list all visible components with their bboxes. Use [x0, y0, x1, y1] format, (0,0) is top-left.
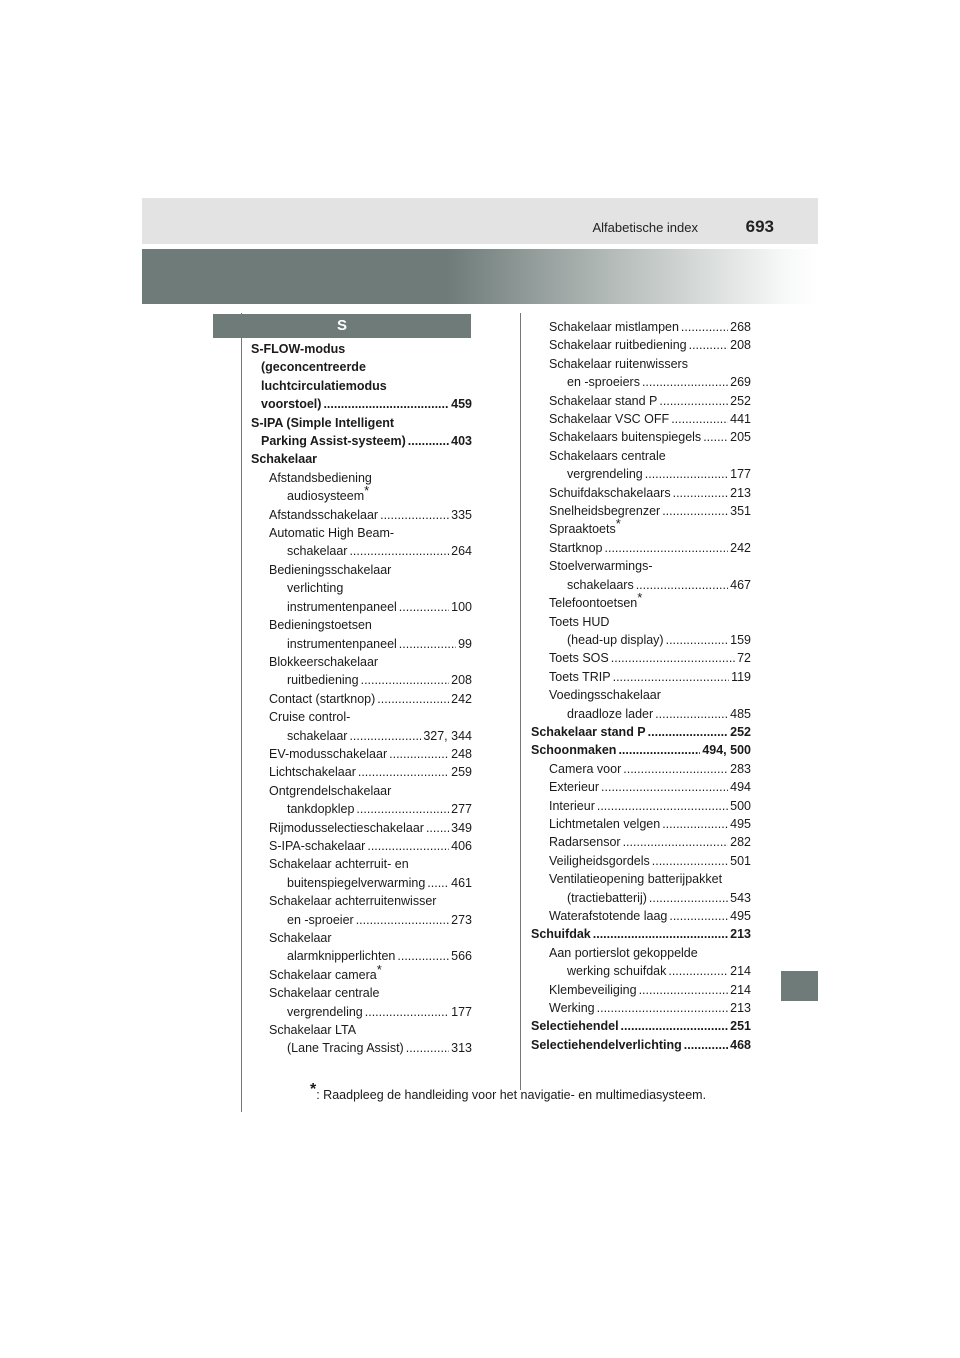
entry-term: Automatic High Beam- [269, 526, 395, 541]
index-entry [531, 797, 751, 815]
dot-leader [605, 539, 729, 557]
dot-leader [399, 598, 449, 616]
entry-page: 501 [730, 853, 751, 868]
entry-page: 213 [730, 485, 751, 500]
entry-page: 251 [730, 1019, 751, 1034]
index-entry [251, 929, 472, 947]
dot-leader [684, 1036, 728, 1054]
entry-term: Schakelaar [251, 452, 318, 467]
entry-term: Snelheidsbegrenzer [549, 504, 661, 519]
entry-term: voorstoel) [261, 397, 322, 412]
dot-leader [673, 484, 729, 502]
entry-page: 99 [458, 636, 472, 651]
entry-page: 349 [451, 820, 472, 835]
index-entry [531, 539, 751, 557]
index-entry [531, 465, 751, 483]
index-entry [531, 557, 751, 575]
index-entry [531, 705, 751, 723]
entry-term: Schoonmaken [531, 743, 617, 758]
entry-page: 100 [451, 599, 472, 614]
entry-term: (head-up display) [567, 632, 664, 647]
dot-leader [636, 576, 728, 594]
entry-term: Schakelaar achterruitenwisser [269, 894, 437, 909]
entry-term: alarmknipperlichten [287, 949, 396, 964]
index-entry [251, 616, 472, 634]
column-divider [520, 313, 521, 1090]
index-entry [531, 1036, 751, 1054]
entry-term: Ontgrendelschakelaar [269, 783, 392, 798]
entry-term: Rijmodusselectieschakelaar [269, 820, 424, 835]
entry-term: Schakelaar ruitbediening [549, 338, 687, 353]
entry-term: Parking Assist-systeem) [261, 434, 406, 449]
index-entry [531, 373, 751, 391]
footnote-text: : Raadpleeg de handleiding voor het navigatie- en multimediasysteem. [316, 1088, 707, 1102]
entry-term: draadloze lader [567, 706, 654, 721]
footnote-star: * [637, 589, 643, 605]
dot-leader [662, 502, 728, 520]
index-entry [531, 410, 751, 428]
header-gradient-band [142, 249, 818, 304]
entry-term: instrumentenpaneel [287, 636, 397, 651]
entry-page: 467 [730, 577, 751, 592]
entry-term: Afstandsschakelaar [269, 507, 379, 522]
index-entry [531, 833, 751, 851]
entry-term: Schakelaar [269, 931, 332, 945]
dot-leader [427, 874, 449, 892]
index-entry [531, 318, 751, 336]
dot-leader [349, 542, 449, 560]
index-entry [251, 690, 472, 708]
dot-leader [358, 763, 449, 781]
dot-leader [639, 981, 729, 999]
index-entry [531, 962, 751, 980]
entry-page: 264 [451, 544, 472, 559]
entry-term: Bedieningsschakelaar [269, 562, 392, 577]
footnote-star: * [376, 961, 382, 977]
index-entry [531, 428, 751, 446]
index-entry [531, 889, 751, 907]
index-entry [251, 432, 472, 450]
entry-term: Schakelaar stand P [549, 393, 658, 408]
entry-term: Camera voor [549, 761, 622, 776]
dot-leader [703, 428, 728, 446]
dot-leader [389, 745, 449, 763]
index-entry [531, 778, 751, 796]
index-entry [251, 653, 472, 671]
index-entry [251, 635, 472, 653]
entry-page: 283 [730, 761, 751, 776]
dot-leader [356, 800, 449, 818]
entry-page: 259 [451, 765, 472, 780]
entry-term: schakelaar [287, 544, 348, 559]
entry-term: Aan portierslot gekoppelde [549, 945, 698, 960]
entry-page: 252 [730, 393, 751, 408]
dot-leader [649, 889, 728, 907]
index-entry [251, 984, 472, 1002]
dot-leader [406, 1039, 449, 1057]
dot-leader [613, 668, 729, 686]
dot-leader [408, 432, 449, 450]
dot-leader [645, 465, 728, 483]
entry-term: Radarsensor [549, 835, 621, 850]
entry-term: Schakelaars centrale [549, 448, 666, 463]
index-entry [531, 760, 751, 778]
entry-page: 213 [730, 1001, 751, 1016]
entry-term: Spraaktoets [549, 522, 616, 537]
index-entry [531, 925, 751, 943]
index-entry [251, 1039, 472, 1057]
entry-term: Schakelaar achterruit- en [269, 857, 409, 872]
entry-term: Toets SOS [549, 651, 609, 666]
entry-term: S-IPA-schakelaar [269, 838, 366, 853]
index-entry [251, 579, 472, 597]
entry-term: Schakelaar VSC OFF [549, 412, 670, 427]
entry-term: Veiligheidsgordels [549, 853, 650, 868]
entry-term: buitenspiegelverwarming [287, 875, 426, 890]
index-entry [251, 837, 472, 855]
index-entry [251, 947, 472, 965]
index-entry [531, 723, 751, 741]
index-entry [251, 892, 472, 910]
entry-page: 269 [730, 375, 751, 390]
entry-term: Schakelaar mistlampen [549, 320, 679, 334]
index-entry [531, 999, 751, 1017]
index-entry [251, 727, 472, 745]
dot-leader [349, 727, 421, 745]
entry-term: S-IPA (Simple Intelligent [251, 415, 395, 430]
dot-leader [648, 723, 728, 741]
index-entry [531, 447, 751, 465]
entry-term: vergrendeling [287, 1004, 363, 1019]
entry-term: (Lane Tracing Assist) [287, 1041, 404, 1056]
entry-page: 327, 344 [423, 728, 472, 743]
index-entry [531, 502, 751, 520]
dot-leader [689, 336, 729, 354]
entry-term: Schuifdakschakelaars [549, 485, 671, 500]
dot-leader [323, 395, 449, 413]
entry-page: 406 [451, 838, 472, 853]
dot-leader [681, 318, 728, 336]
index-entry [531, 668, 751, 686]
entry-page: 495 [730, 909, 751, 923]
entry-term: Startknop [549, 540, 603, 555]
dot-leader [642, 373, 728, 391]
dot-leader [623, 833, 729, 851]
index-entry [531, 870, 751, 888]
index-entry [251, 961, 472, 984]
dot-leader [611, 649, 735, 667]
entry-term: S-FLOW-modus [251, 342, 346, 356]
chapter-thumb-tab [781, 971, 818, 1001]
entry-page: 205 [730, 430, 751, 445]
entry-page: 72 [737, 651, 751, 666]
entry-term: Toets HUD [549, 614, 610, 629]
entry-page: 208 [730, 338, 751, 353]
entry-page: 441 [730, 412, 751, 427]
index-entry [251, 469, 472, 487]
footnote [310, 1080, 707, 1102]
index-entry [531, 516, 751, 538]
entry-term: Cruise control- [269, 710, 351, 725]
index-entry [251, 598, 472, 616]
entry-page: 403 [451, 434, 472, 449]
dot-leader [669, 907, 728, 925]
dot-leader [668, 962, 728, 980]
dot-leader [623, 760, 728, 778]
entry-page: 495 [730, 816, 751, 831]
entry-page: 242 [730, 540, 751, 555]
entry-page: 282 [730, 835, 751, 850]
dot-leader [597, 999, 729, 1017]
dot-leader [397, 947, 449, 965]
entry-page: 208 [451, 673, 472, 688]
entry-page: 159 [730, 632, 751, 647]
index-entry [251, 395, 472, 413]
entry-term: Interieur [549, 798, 595, 813]
entry-term: Exterieur [549, 780, 600, 795]
entry-page: 468 [730, 1037, 751, 1052]
index-entry [251, 855, 472, 873]
index-column-left [251, 340, 472, 1058]
entry-term: Waterafstotende laag [549, 909, 668, 923]
entry-page: 119 [731, 669, 751, 684]
entry-term: Blokkeerschakelaar [269, 654, 379, 669]
dot-leader [426, 819, 449, 837]
entry-page: 494 [730, 780, 751, 795]
index-entry [251, 819, 472, 837]
entry-page: 494, 500 [702, 743, 751, 758]
page-header [142, 198, 818, 244]
entry-term: ruitbediening [287, 673, 359, 688]
entry-term: werking schuifdak [567, 964, 667, 979]
entry-term: Telefoontoetsen [549, 596, 638, 611]
index-entry [531, 336, 751, 354]
index-entry [251, 1003, 472, 1021]
letter-heading: S [213, 314, 471, 338]
entry-term: Schuifdak [531, 927, 591, 942]
index-entry [251, 524, 472, 542]
index-entry [251, 358, 472, 376]
entry-page: 273 [451, 912, 472, 927]
dot-leader [652, 852, 728, 870]
left-margin-rule [241, 313, 242, 1112]
index-entry [531, 981, 751, 999]
dot-leader [399, 635, 456, 653]
index-entry [251, 745, 472, 763]
entry-term: verlichting [287, 581, 344, 596]
dot-leader [593, 925, 728, 943]
index-entry [531, 484, 751, 502]
index-entry [251, 414, 472, 432]
entry-page: 459 [451, 397, 472, 412]
page-number: 693 [745, 217, 774, 236]
index-entry [531, 613, 751, 631]
entry-term: vergrendeling [567, 467, 643, 482]
entry-term: Ventilatieopening batterijpakket [549, 872, 723, 887]
index-entry [531, 631, 751, 649]
entry-page: 242 [451, 691, 472, 706]
index-entry [251, 450, 472, 468]
entry-page: 214 [730, 964, 751, 979]
index-entry [251, 506, 472, 524]
entry-term: EV-modusschakelaar [269, 746, 388, 761]
entry-term: audiosysteem [287, 489, 365, 504]
entry-term: en -sproeier [287, 912, 354, 927]
index-entry [531, 392, 751, 410]
dot-leader [655, 705, 728, 723]
dot-leader [621, 1017, 729, 1035]
entry-term: Schakelaar stand P [531, 724, 646, 739]
index-entry [251, 763, 472, 781]
entry-term: schakelaars [567, 577, 634, 592]
index-entry [251, 782, 472, 800]
entry-term: Afstandsbediening [269, 470, 372, 485]
index-entry [531, 1017, 751, 1035]
entry-page: 252 [730, 724, 751, 739]
entry-term: (geconcentreerde [261, 360, 366, 375]
section-title: Alfabetische index [592, 220, 698, 235]
index-entry [531, 649, 751, 667]
entry-page: 248 [451, 746, 472, 761]
index-column-right [531, 318, 751, 1054]
dot-leader [380, 506, 449, 524]
dot-leader [659, 392, 728, 410]
dot-leader [662, 815, 728, 833]
index-entry [531, 852, 751, 870]
entry-page: 335 [451, 507, 472, 522]
dot-leader [597, 797, 728, 815]
index-entry [251, 561, 472, 579]
entry-term: Schakelaar centrale [269, 986, 380, 1001]
index-entry [531, 907, 751, 925]
entry-term: Selectiehendelverlichting [531, 1037, 682, 1052]
entry-page: 461 [451, 875, 472, 890]
index-entry [251, 874, 472, 892]
entry-term: Lichtschakelaar [269, 765, 356, 780]
entry-page: 268 [730, 320, 751, 334]
index-entry [251, 1021, 472, 1039]
dot-leader [377, 690, 449, 708]
index-entry [531, 686, 751, 704]
entry-page: 485 [730, 706, 751, 721]
entry-term: Klembeveiliging [549, 982, 637, 997]
entry-page: 566 [451, 949, 472, 964]
footnote-star: * [364, 483, 370, 499]
entry-term: instrumentenpaneel [287, 599, 397, 614]
index-entry [531, 815, 751, 833]
entry-page: 177 [730, 467, 751, 482]
entry-term: Lichtmetalen velgen [549, 816, 661, 831]
entry-page: 543 [730, 890, 751, 905]
dot-leader [671, 410, 728, 428]
entry-page: 213 [730, 927, 751, 942]
index-entry [531, 355, 751, 373]
index-entry [531, 589, 751, 612]
entry-term: schakelaar [287, 728, 348, 743]
entry-term: Schakelaar LTA [269, 1023, 357, 1038]
footnote-star: * [615, 516, 621, 532]
dot-leader [618, 741, 700, 759]
entry-page: 177 [451, 1004, 472, 1019]
entry-term: Schakelaar camera [269, 967, 377, 982]
index-entry [531, 741, 751, 759]
entry-term: (tractiebatterij) [567, 890, 647, 905]
dot-leader [356, 911, 449, 929]
index-entry [251, 340, 472, 358]
dot-leader [367, 837, 449, 855]
index-entry [251, 483, 472, 505]
index-entry [251, 542, 472, 560]
dot-leader [666, 631, 729, 649]
index-entry [251, 800, 472, 818]
entry-term: Schakelaar ruitenwissers [549, 356, 688, 371]
index-entry [251, 911, 472, 929]
entry-page: 277 [451, 802, 472, 817]
index-entry [251, 708, 472, 726]
entry-term: tankdopklep [287, 802, 355, 817]
entry-term: Stoelverwarmings- [549, 559, 653, 574]
index-entry [531, 944, 751, 962]
dot-leader [365, 1003, 449, 1021]
entry-page: 351 [730, 504, 751, 519]
entry-term: Bedieningstoetsen [269, 618, 372, 633]
footnote-marker: * [310, 1080, 317, 1098]
entry-term: Contact (startknop) [269, 691, 376, 706]
entry-term: Selectiehendel [531, 1019, 619, 1034]
entry-term: Toets TRIP [549, 669, 611, 684]
entry-term: Voedingsschakelaar [549, 688, 661, 703]
entry-term: Schakelaars buitenspiegels [549, 430, 702, 445]
entry-page: 313 [451, 1041, 472, 1056]
entry-page: 500 [730, 798, 751, 813]
index-entry [251, 671, 472, 689]
entry-term: Werking [549, 1001, 595, 1016]
dot-leader [361, 671, 450, 689]
dot-leader [601, 778, 728, 796]
entry-page: 214 [730, 982, 751, 997]
entry-term: luchtcirculatiemodus [261, 378, 387, 393]
index-entry [251, 377, 472, 395]
entry-term: en -sproeiers [567, 375, 640, 390]
